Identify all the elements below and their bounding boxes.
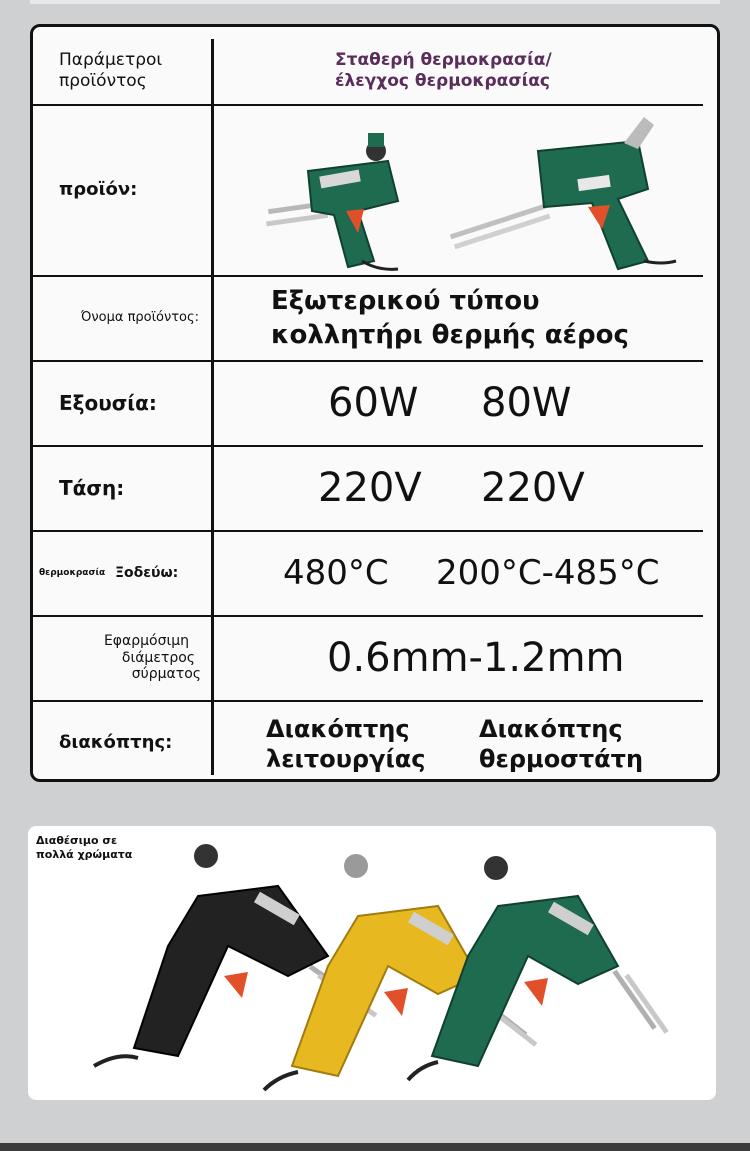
power-value-80w: 80W [481,380,572,426]
temperature-label [39,532,211,614]
soldering-gun-60w-image [248,111,438,271]
switch-label: διακόπτης: [59,731,173,753]
value-header [335,41,552,101]
switch-b-line2: θερμοστάτη [479,745,644,773]
switch-value-a [266,707,426,781]
temperature-label-main: Ξοδεύω: [115,565,179,581]
power-value-60w: 60W [328,380,419,426]
param-header-label [33,41,209,101]
temperature-value-b: 200°C-485°C [436,553,660,593]
switch-value-b [479,707,643,781]
voltage-value-a: 220V [318,465,422,511]
value-header-line2: έλεγχος θερμοκρασίας [335,71,550,91]
switch-a-line1: Διακόπτης [266,715,410,743]
temperature-label-small: θερμοκρασία [39,568,106,578]
voltage-label: Τάση: [59,475,125,500]
switch-a-line2: λειτουργίας [266,745,426,773]
product-name-label: Όνομα προϊόντος: [80,309,199,325]
value-header-line1: Σταθερή θερμοκρασία/ [335,49,552,70]
color-options-photo [28,826,716,1100]
voltage-value-b: 220V [481,465,585,511]
product-name-line1: Εξωτερικού τύπου [271,286,540,317]
wire-diameter-value: 0.6mm-1.2mm [327,635,625,681]
colors-note-line1: Διαθέσιμο σε [36,834,118,847]
switch-b-line1: Διακόπτης [479,715,623,743]
soldering-gun-80w-image [448,111,678,271]
product-name-line2: κολλητήρι θερμής αέρος [271,320,629,350]
bottom-bar [0,1143,750,1151]
wire-label-line3: σύρματος [131,666,201,683]
wire-label-line1: Εφαρμόσιμη [103,632,189,649]
colors-note-line2: πολλά χρώματα [36,848,133,862]
soldering-guns-image [28,826,716,1100]
product-label: προϊόν: [59,178,138,200]
column-divider [211,39,214,775]
power-label: Εξουσία: [59,390,157,415]
param-header-text: Παράμετροι προϊόντος [59,49,163,91]
product-name-value [271,282,629,356]
spec-table [30,24,720,782]
top-strip [30,0,720,4]
wire-label-line2: διάμετρος [121,649,195,666]
wire-diameter-label [33,617,201,699]
temperature-value-a: 480°C [283,553,389,593]
colors-note [36,834,132,863]
